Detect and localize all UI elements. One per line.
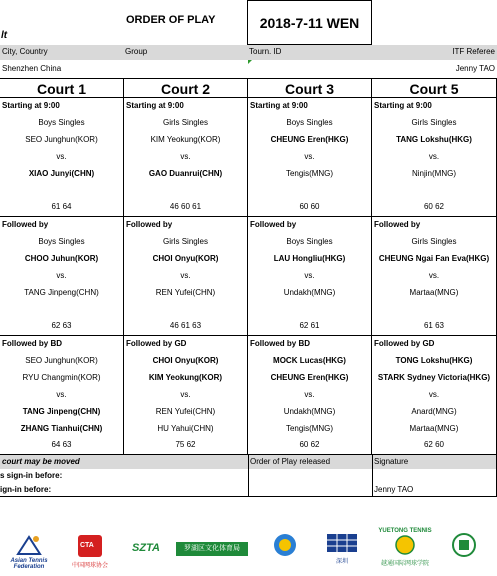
- player-name: Tengis(MNG): [285, 424, 334, 433]
- player-name: KIM Yeokung(KOR): [148, 373, 223, 382]
- player-name: Undakh(MNG): [283, 288, 336, 297]
- order-of-play-grid: [0, 78, 497, 449]
- match-cell: [248, 336, 372, 455]
- event-name: Boys Singles: [38, 118, 85, 127]
- match-score: 60 62: [423, 202, 445, 211]
- match-cell: [372, 98, 497, 217]
- player-name: Ninjin(MNG): [412, 169, 456, 178]
- match-score: 60 62: [299, 440, 320, 449]
- atf-figure-icon: [14, 534, 44, 556]
- player-name: CHOI Onyu(KOR): [152, 254, 219, 263]
- vs-label: vs.: [428, 271, 440, 280]
- vs-label: vs.: [56, 390, 67, 399]
- match-lead: Followed by: [374, 220, 421, 229]
- player-name: STARK Sydney Victoria(HKG): [377, 373, 491, 382]
- match-lead: Followed by: [126, 220, 173, 229]
- city-country-label: City, Country: [2, 47, 48, 56]
- match-score: 64 63: [51, 440, 72, 449]
- event-name: Girls Singles: [163, 118, 208, 127]
- tourn-id-label: Tourn. ID: [249, 47, 282, 56]
- event-name: Boys Singles: [286, 118, 333, 127]
- vs-label: vs.: [56, 152, 67, 161]
- event-name: Girls Singles: [163, 237, 208, 246]
- event-name: Boys Singles: [38, 237, 85, 246]
- player-name: HU Yahui(CHN): [157, 424, 214, 433]
- player-name: XIAO Junyi(CHN): [28, 169, 95, 178]
- ht-emblem-icon: [272, 532, 298, 558]
- cta-text: CTA: [80, 542, 94, 549]
- player-name: TANG Lokshu(HKG): [396, 135, 472, 144]
- court-header: Court 2: [124, 79, 248, 98]
- event-name: Boys Singles: [286, 237, 333, 246]
- match-score: 62 60: [423, 440, 445, 449]
- match-score: 62 61: [299, 321, 320, 330]
- match-cell: [0, 336, 124, 455]
- vs-label: vs.: [180, 390, 191, 399]
- match-lead: Followed by: [250, 220, 297, 229]
- match-cell: [372, 217, 497, 336]
- vs-label: vs.: [304, 152, 315, 161]
- luohu-logo: 罗湖区文化体育局: [176, 542, 248, 556]
- player-name: ZHANG Tianhui(CHN): [20, 424, 103, 433]
- tennis-ball-icon: [394, 534, 416, 556]
- match-cell: [0, 98, 124, 217]
- vs-label: vs.: [304, 271, 315, 280]
- vs-label: vs.: [180, 271, 191, 280]
- signer-name: Jenny TAO: [374, 485, 414, 494]
- match-score: 46 60 61: [169, 202, 202, 211]
- cta-sub: 中国网球协会: [71, 563, 108, 569]
- match-lead: Starting at 9:00: [250, 101, 308, 110]
- player-name: REN Yufei(CHN): [155, 407, 216, 416]
- player-name: CHEUNG Eren(HKG): [270, 135, 349, 144]
- match-cell: [124, 217, 248, 336]
- match-lead: Followed by BD: [2, 339, 62, 348]
- vs-label: vs.: [56, 271, 67, 280]
- match-lead: Starting at 9:00: [374, 101, 432, 110]
- player-name: CHOO Juhun(KOR): [24, 254, 99, 263]
- match-lead: Followed by GD: [126, 339, 187, 348]
- court-header: Court 3: [248, 79, 372, 98]
- match-cell: [248, 98, 372, 217]
- divider: [372, 455, 373, 497]
- match-cell: [0, 217, 124, 336]
- player-name: KIM Yeokung(KOR): [150, 135, 221, 144]
- event-name: Girls Singles: [411, 237, 457, 246]
- released-label: Order of Play released: [250, 457, 331, 466]
- match-score: 46 61 63: [169, 321, 202, 330]
- info-header-row: [0, 45, 497, 60]
- emblem-icon: [451, 532, 477, 558]
- player-name: TANG Jinpeng(CHN): [24, 288, 99, 297]
- signin-label: ign-in before:: [0, 485, 52, 494]
- match-lead: Followed by: [2, 220, 49, 229]
- yuetong-sub: 越通国际网球学院: [380, 561, 429, 567]
- player-name: Martaa(MNG): [409, 288, 459, 297]
- yuetong-logo: [376, 528, 434, 567]
- player-name: RYU Changmin(KOR): [22, 373, 101, 382]
- partial-label: lt: [1, 30, 8, 41]
- player-name: CHOI Onyu(KOR): [152, 356, 219, 365]
- match-score: 61 63: [423, 321, 445, 330]
- sponsor-logos: [0, 528, 497, 576]
- city-value: Shenzhen China: [2, 64, 62, 73]
- court-header: Court 1: [0, 79, 124, 98]
- match-cell: [124, 336, 248, 455]
- match-cell: [372, 336, 497, 455]
- page-title: ORDER OF PLAY: [126, 14, 216, 26]
- match-score: 61 64: [51, 202, 72, 211]
- player-name: TANG Jinpeng(CHN): [22, 407, 101, 416]
- date-box: 2018-7-11 WEN: [247, 0, 372, 45]
- vs-label: vs.: [304, 390, 315, 399]
- player-name: CHEUNG Eren(HKG): [270, 373, 349, 382]
- match-cell: [248, 217, 372, 336]
- player-name: CHEUNG Ngai Fan Eva(HKG): [378, 254, 490, 263]
- signin-label: s sign-in before:: [0, 471, 63, 480]
- signature-label: Signature: [374, 457, 409, 466]
- itf-referee-label: ITF Referee: [452, 47, 495, 56]
- szta-logo: [125, 542, 167, 554]
- ht-logo: [271, 532, 299, 560]
- group-label: Group: [125, 47, 148, 56]
- divider: [248, 455, 249, 497]
- player-name: GAO Duanrui(CHN): [148, 169, 223, 178]
- match-score: 60 60: [299, 202, 320, 211]
- shenzhen-logo: [322, 532, 362, 565]
- match-lead: Followed by GD: [374, 339, 435, 348]
- shenzhen-grid-icon: [325, 532, 359, 554]
- yuetong-text: YUETONG TENNIS: [378, 528, 432, 534]
- cta-logo: [70, 534, 110, 569]
- player-name: SEO Junghun(KOR): [25, 356, 98, 365]
- player-name: Undakh(MNG): [283, 407, 336, 416]
- court-header-row: [0, 79, 497, 98]
- match-cell: [124, 98, 248, 217]
- player-name: Anard(MNG): [411, 407, 457, 416]
- moved-note: court may be moved: [2, 457, 80, 466]
- player-name: SEO Junghun(KOR): [25, 135, 98, 144]
- circle-emblem-logo: [451, 532, 477, 560]
- vs-label: vs.: [428, 390, 440, 399]
- player-name: MOCK Lucas(HKG): [273, 356, 346, 365]
- atf-logo: [0, 534, 58, 570]
- vs-label: vs.: [180, 152, 191, 161]
- player-name: Tengis(MNG): [285, 169, 334, 178]
- vs-label: vs.: [428, 152, 440, 161]
- player-name: TONG Lokshu(HKG): [395, 356, 473, 365]
- event-name: Girls Singles: [411, 118, 457, 127]
- shenzhen-text: 深圳: [335, 559, 348, 565]
- match-lead: Followed by BD: [250, 339, 310, 348]
- match-lead: Starting at 9:00: [126, 101, 184, 110]
- player-name: REN Yufei(CHN): [155, 288, 216, 297]
- atf-label: Asian Tennis Federation: [10, 558, 48, 570]
- court-header: Court 5: [372, 79, 497, 98]
- match-score: 75 62: [175, 440, 196, 449]
- cell-comment-marker: [248, 60, 252, 64]
- referee-value: Jenny TAO: [455, 64, 495, 73]
- match-score: 62 63: [51, 321, 72, 330]
- szta-text: SZTA: [132, 542, 160, 554]
- player-name: LAU Hongliu(HKG): [273, 254, 346, 263]
- match-lead: Starting at 9:00: [2, 101, 60, 110]
- player-name: Martaa(MNG): [409, 424, 459, 433]
